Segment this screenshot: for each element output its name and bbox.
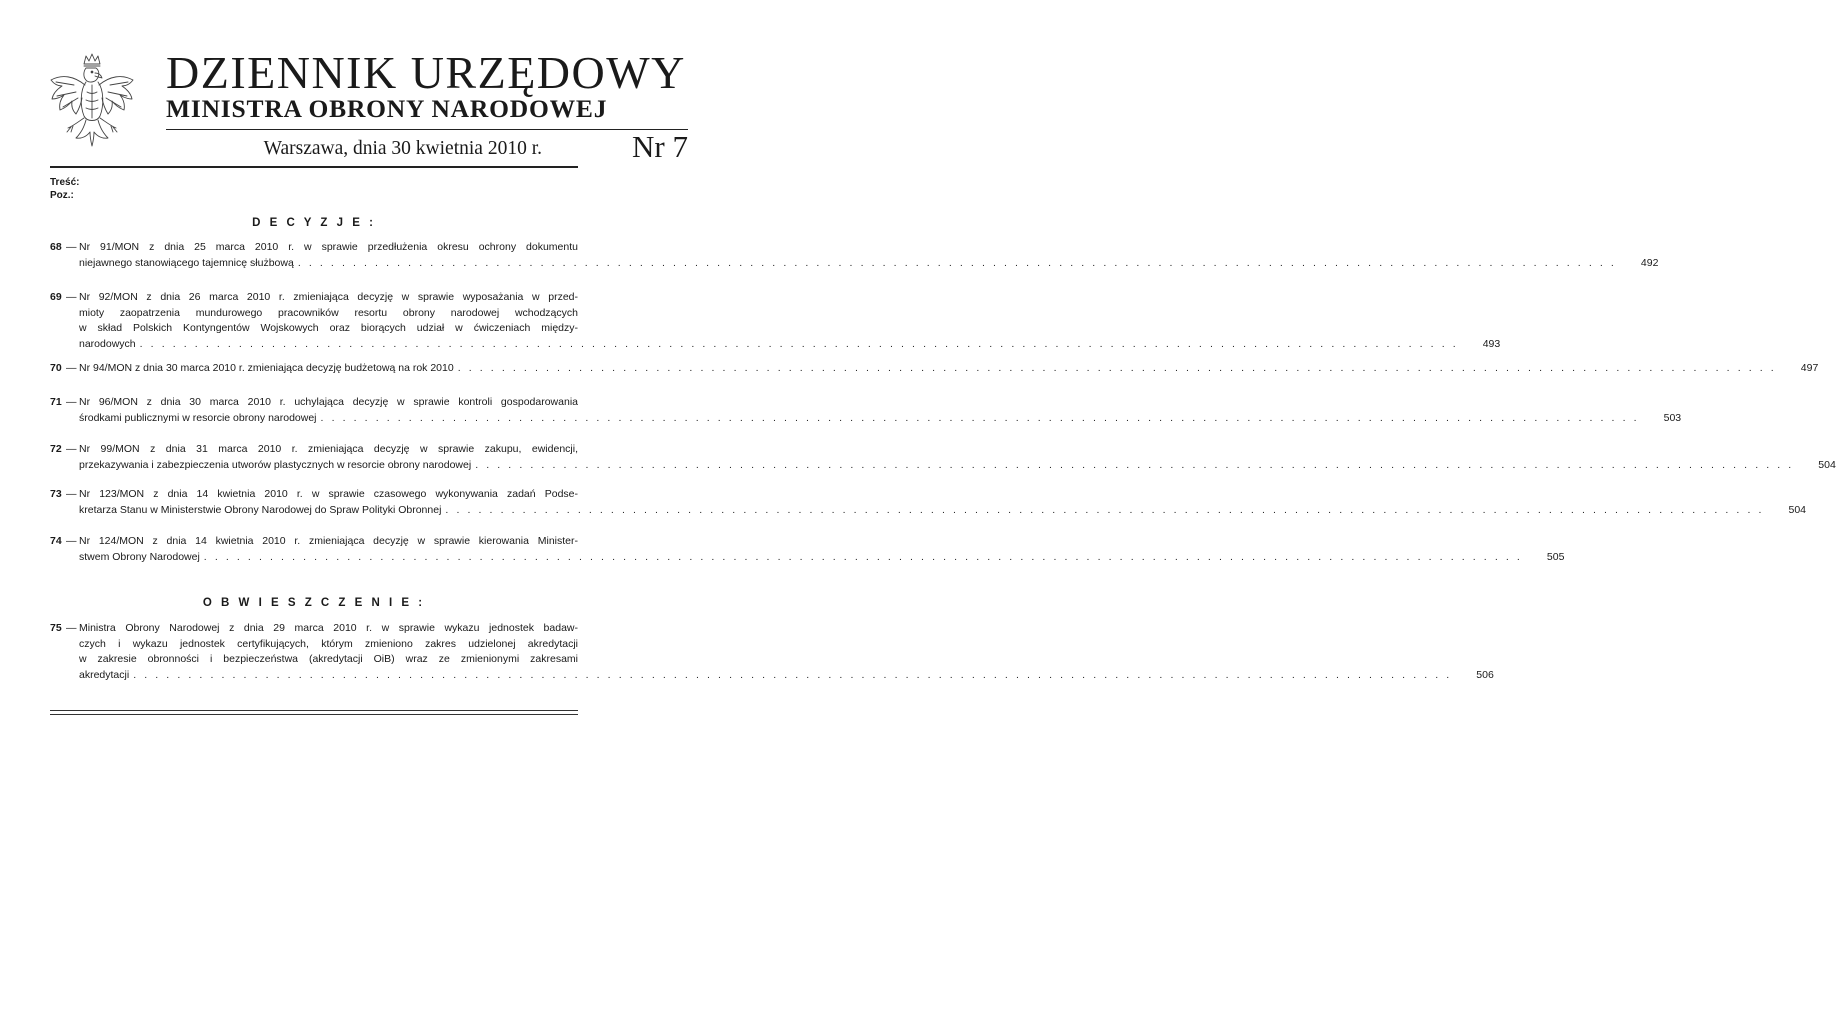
page-number: 503: [1663, 411, 1682, 424]
leader-dots: . . . . . . . . . . . . . . . . . . . . . . . . . . . . . . . . . . . . . . . . . . . . . . . . . . . . . . . . . . . . . . . . . . . . . . . . . . . . . . . . . . . . . . . . . . . . . . . . . . . . . . . . . . . . . . . . . . . . . . . .: [475, 458, 1794, 471]
entry-number: 69: [50, 291, 62, 303]
masthead-subtitle: MINISTRA OBRONY NARODOWEJ: [166, 94, 608, 123]
masthead-title: DZIENNIK URZĘDOWY: [166, 47, 686, 98]
header-bottom-rule: [50, 166, 578, 168]
toc-entry-line: [50, 487, 578, 503]
entry-dash: —: [66, 241, 77, 253]
entry-text: Nr 123/MON z dnia 14 kwietnia 2010 r. w sprawie czasowego wykonywania zadań Podse-: [79, 488, 578, 500]
entry-number: 68: [50, 241, 62, 253]
toc-entry-line: [50, 503, 1807, 519]
entry-number: 72: [50, 443, 62, 455]
toc-entry-line: [50, 442, 578, 458]
footer-rule: [50, 710, 578, 711]
leader-dots: . . . . . . . . . . . . . . . . . . . . . . . . . . . . . . . . . . . . . . . . . . . . . . . . . . . . . . . . . . . . . . . . . . . . . . . . . . . . . . . . . . . . . . . . . . . . . . . . . . . . . . . . . . . . . . . . . . . . . . . .: [320, 411, 1640, 424]
toc-entry-line: [50, 395, 578, 411]
toc-entry-line: [50, 668, 1494, 684]
leader-dots: . . . . . . . . . . . . . . . . . . . . . . . . . . . . . . . . . . . . . . . . . . . . . . . . . . . . . . . . . . . . . . . . . . . . . . . . . . . . . . . . . . . . . . . . . . . . . . . . . . . . . . . . . . . . . . . . . . . . . . . .: [457, 362, 1777, 374]
entry-last-line: [79, 550, 1565, 566]
entry-dash: —: [66, 443, 77, 455]
issue-date: Warszawa, dnia 30 kwietnia 2010 r.: [263, 138, 542, 159]
entry-text: stwem Obrony Narodowej: [79, 550, 200, 563]
entry-last-line: [79, 256, 1659, 272]
toc-entry[interactable]: [50, 361, 1819, 377]
toc-entry-line: [50, 256, 1659, 272]
entry-number: 75: [50, 622, 62, 634]
page-number: 497: [1800, 362, 1819, 374]
entry-text: Nr 96/MON z dnia 30 marca 2010 r. uchylająca decyzję w sprawie kontroli gospodarowania: [79, 396, 578, 408]
toc-entry-line: [50, 240, 578, 256]
entry-text: akredytacji: [79, 668, 130, 681]
entry-dash: —: [66, 488, 77, 500]
toc-entry-line: [50, 290, 578, 306]
toc-entry-line: [50, 652, 578, 668]
entry-last-line: [79, 411, 1682, 427]
toc-entry[interactable]: [50, 487, 1807, 518]
toc-entry-line: [50, 361, 1819, 377]
toc-entry[interactable]: [50, 290, 1501, 352]
entry-last-line: [79, 337, 1501, 353]
entry-text: Ministra Obrony Narodowej z dnia 29 marca 2010 r. w sprawie wykazu jednostek badaw-: [79, 622, 578, 634]
position-label: Poz.:: [50, 190, 74, 201]
entry-text: Nr 99/MON z dnia 31 marca 2010 r. zmieniająca decyzję w sprawie zakupu, ewidencji,: [79, 443, 578, 455]
entry-text: narodowych: [79, 337, 136, 350]
leader-dots: . . . . . . . . . . . . . . . . . . . . . . . . . . . . . . . . . . . . . . . . . . . . . . . . . . . . . . . . . . . . . . . . . . . . . . . . . . . . . . . . . . . . . . . . . . . . . . . . . . . . . . . . . . . . . . . . . . . . . . . .: [445, 503, 1765, 516]
entry-number: 74: [50, 535, 62, 547]
entry-last-line: [79, 668, 1494, 684]
entry-dash: —: [66, 291, 77, 303]
toc-entry-line: [50, 411, 1682, 427]
leader-dots: . . . . . . . . . . . . . . . . . . . . . . . . . . . . . . . . . . . . . . . . . . . . . . . . . . . . . . . . . . . . . . . . . . . . . . . . . . . . . . . . . . . . . . . . . . . . . . . . . . . . . . . . . . . . . . . . . . . . . . . .: [297, 256, 1617, 269]
leader-dots: . . . . . . . . . . . . . . . . . . . . . . . . . . . . . . . . . . . . . . . . . . . . . . . . . . . . . . . . . . . . . . . . . . . . . . . . . . . . . . . . . . . . . . . . . . . . . . . . . . . . . . . . . . . . . . . . . . . . . . . .: [139, 337, 1459, 350]
entry-text: środkami publicznymi w resorcie obrony narodowej: [79, 411, 317, 424]
entry-number: 73: [50, 488, 62, 500]
entry-text: Nr 92/MON z dnia 26 marca 2010 r. zmieniająca decyzję w sprawie wyposażania w przed-: [79, 291, 578, 303]
toc-entry-line: [50, 550, 1565, 566]
entry-text: Nr 94/MON z dnia 30 marca 2010 r. zmieniająca decyzję budżetową na rok 2010: [79, 362, 454, 374]
entry-text: w skład Polskich Kontyngentów Wojskowych oraz biorących udział w ćwiczeniach między-: [79, 322, 578, 335]
entry-text: Nr 91/MON z dnia 25 marca 2010 r. w sprawie przedłużenia okresu ochrony dokumentu: [79, 241, 578, 253]
entry-number: 70: [50, 362, 62, 374]
toc-entry[interactable]: [50, 240, 1659, 271]
page-number: 506: [1476, 668, 1494, 681]
page-number: 504: [1818, 458, 1836, 471]
entry-text: czych i wykazu jednostek certyfikujących, którym zmieniono zakres udzielonej akredytacji: [79, 637, 578, 650]
toc-entry-line: [50, 337, 1501, 353]
leader-dots: . . . . . . . . . . . . . . . . . . . . . . . . . . . . . . . . . . . . . . . . . . . . . . . . . . . . . . . . . . . . . . . . . . . . . . . . . . . . . . . . . . . . . . . . . . . . . . . . . . . . . . . . . . . . . . . . . . . . . . . .: [133, 668, 1452, 681]
entry-dash: —: [66, 535, 77, 547]
toc-entry-line: [50, 306, 578, 322]
toc-entry-line: [50, 637, 578, 653]
entry-last-line: [79, 503, 1807, 519]
toc-entry[interactable]: [50, 621, 1494, 683]
footer-rule: [50, 714, 578, 715]
entry-last-line: [79, 361, 1819, 377]
entry-dash: —: [66, 362, 77, 374]
toc-entry-line: [50, 321, 578, 337]
toc-entry-line: [50, 458, 1836, 474]
toc-entry[interactable]: [50, 442, 1836, 473]
toc-entry[interactable]: [50, 534, 1565, 565]
contents-label: Treść:: [50, 177, 80, 188]
toc-entry[interactable]: [50, 395, 1682, 426]
section-heading-obwieszczenie: O B W I E S Z C Z E N I E :: [202, 597, 426, 609]
section-heading-decyzje: D E C Y Z J E :: [252, 217, 376, 229]
page-number: 492: [1640, 256, 1659, 269]
entry-number: 71: [50, 396, 62, 408]
leader-dots: . . . . . . . . . . . . . . . . . . . . . . . . . . . . . . . . . . . . . . . . . . . . . . . . . . . . . . . . . . . . . . . . . . . . . . . . . . . . . . . . . . . . . . . . . . . . . . . . . . . . . . . . . . . . . . . . . . . . . . . .: [203, 550, 1523, 563]
entry-text: Nr 124/MON z dnia 14 kwietnia 2010 r. zmieniająca decyzję w sprawie kierowania Minister-: [79, 535, 578, 547]
entry-last-line: [79, 458, 1836, 474]
entry-dash: —: [66, 396, 77, 408]
entry-dash: —: [66, 622, 77, 634]
page-number: 504: [1788, 503, 1807, 516]
entry-text: mioty zaopatrzenia mundurowego pracowników resortu obrony narodowej wchodzących: [79, 306, 578, 319]
page-number: 505: [1546, 550, 1565, 563]
toc-entry-line: [50, 534, 578, 550]
entry-text: przekazywania i zabezpieczenia utworów plastycznych w resorcie obrony narodowej: [79, 458, 472, 471]
page-number: 493: [1482, 337, 1501, 350]
entry-text: kretarza Stanu w Ministerstwie Obrony Narodowej do Spraw Polityki Obronnej: [79, 503, 442, 516]
issue-number: Nr 7: [632, 129, 688, 164]
entry-text: w zakresie obronności i bezpieczeństwa (akredytacji OiB) wraz ze zmienionymi zakresami: [79, 653, 578, 666]
toc-entry-line: [50, 621, 578, 637]
polish-eagle-emblem-icon: [46, 52, 138, 154]
entry-text: niejawnego stanowiącego tajemnicę służbową: [79, 256, 294, 269]
